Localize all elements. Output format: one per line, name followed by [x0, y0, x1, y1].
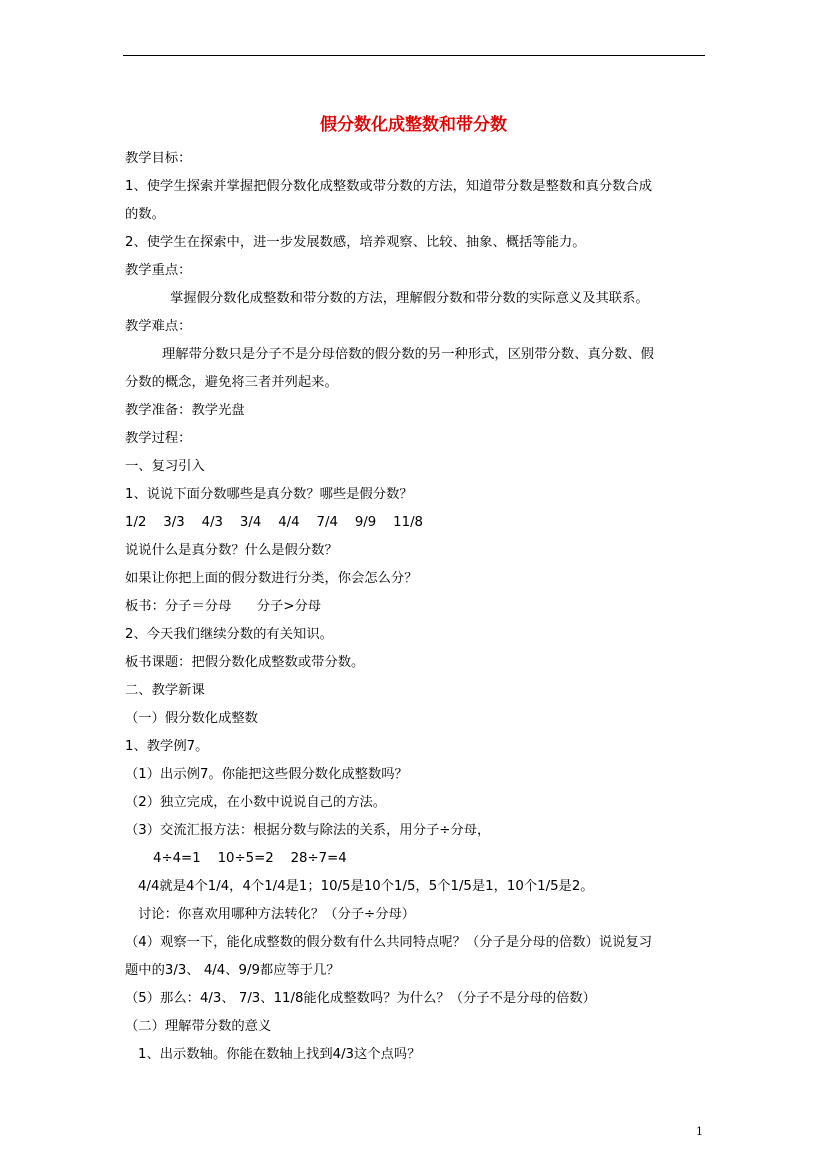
text-line: 板书：分子＝分母 分子>分母	[125, 599, 322, 614]
document-title: 假分数化成整数和带分数	[320, 115, 507, 135]
text-line: 题中的3/3、 4/4、9/9都应等于几？	[125, 963, 340, 978]
text-line: 1、说说下面分数哪些是真分数？哪些是假分数？	[125, 487, 413, 502]
text-line: 1、使学生探索并掌握把假分数化成整数或带分数的方法，知道带分数是整数和真分数合成	[125, 179, 653, 194]
text-line: 4/4就是4个1/4，4个1/4是1；10/5是10个1/5，5个1/5是1，10个1/5是2。	[138, 879, 594, 894]
text-line: 的数。	[125, 207, 165, 222]
equation-line: 4÷4=1 10÷5=2 28÷7=4	[153, 851, 347, 866]
text-line: 教学重点：	[125, 263, 192, 278]
header-rule	[123, 55, 705, 56]
text-line: （二）理解带分数的意义	[125, 1019, 272, 1034]
text-line: 讨论：你喜欢用哪种方法转化？（分子÷分母）	[138, 907, 416, 922]
text-line: 2、使学生在探索中，进一步发展数感，培养观察、比较、抽象、概括等能力。	[125, 235, 586, 250]
text-line: 如果让你把上面的假分数进行分类，你会怎么分？	[125, 571, 418, 586]
text-line: 2、今天我们继续分数的有关知识。	[125, 627, 333, 642]
text-line: 1、出示数轴。你能在数轴上找到4/3这个点吗？	[138, 1047, 421, 1062]
text-line: （5）那么：4/3、 7/3、11/8能化成整数吗？为什么？（分子不是分母的倍数）	[125, 991, 596, 1006]
text-line: 教学准备：教学光盘	[125, 403, 245, 418]
text-line: 一、复习引入	[125, 459, 205, 474]
text-line: （1）出示例7。你能把这些假分数化成整数吗？	[125, 767, 408, 782]
text-line: （4）观察一下，能化成整数的假分数有什么共同特点呢？（分子是分母的倍数）说说复习	[125, 935, 653, 950]
text-line: 1、教学例7。	[125, 739, 209, 754]
text-line: 掌握假分数化成整数和带分数的方法，理解假分数和带分数的实际意义及其联系。	[170, 291, 649, 306]
page-number: 1	[696, 1125, 703, 1138]
fraction-list: 1/2 3/3 4/3 3/4 4/4 7/4 9/9 11/8	[125, 515, 424, 530]
text-line: 板书课题：把假分数化成整数或带分数。	[125, 655, 365, 670]
text-line: 说说什么是真分数？什么是假分数？	[125, 543, 338, 558]
text-line: （一）假分数化成整数	[125, 711, 258, 726]
text-line: （3）交流汇报方法：根据分数与除法的关系，用分子÷分母，	[125, 823, 491, 838]
text-line: 分数的概念，避免将三者并列起来。	[125, 375, 338, 390]
text-line: 教学目标：	[125, 151, 192, 166]
text-line: 理解带分数只是分子不是分母倍数的假分数的另一种形式，区别带分数、真分数、假	[162, 347, 654, 362]
text-line: 教学难点：	[125, 319, 192, 334]
text-line: （2）独立完成，在小数中说说自己的方法。	[125, 795, 387, 810]
text-line: 二、教学新课	[125, 683, 205, 698]
text-line: 教学过程：	[125, 431, 192, 446]
